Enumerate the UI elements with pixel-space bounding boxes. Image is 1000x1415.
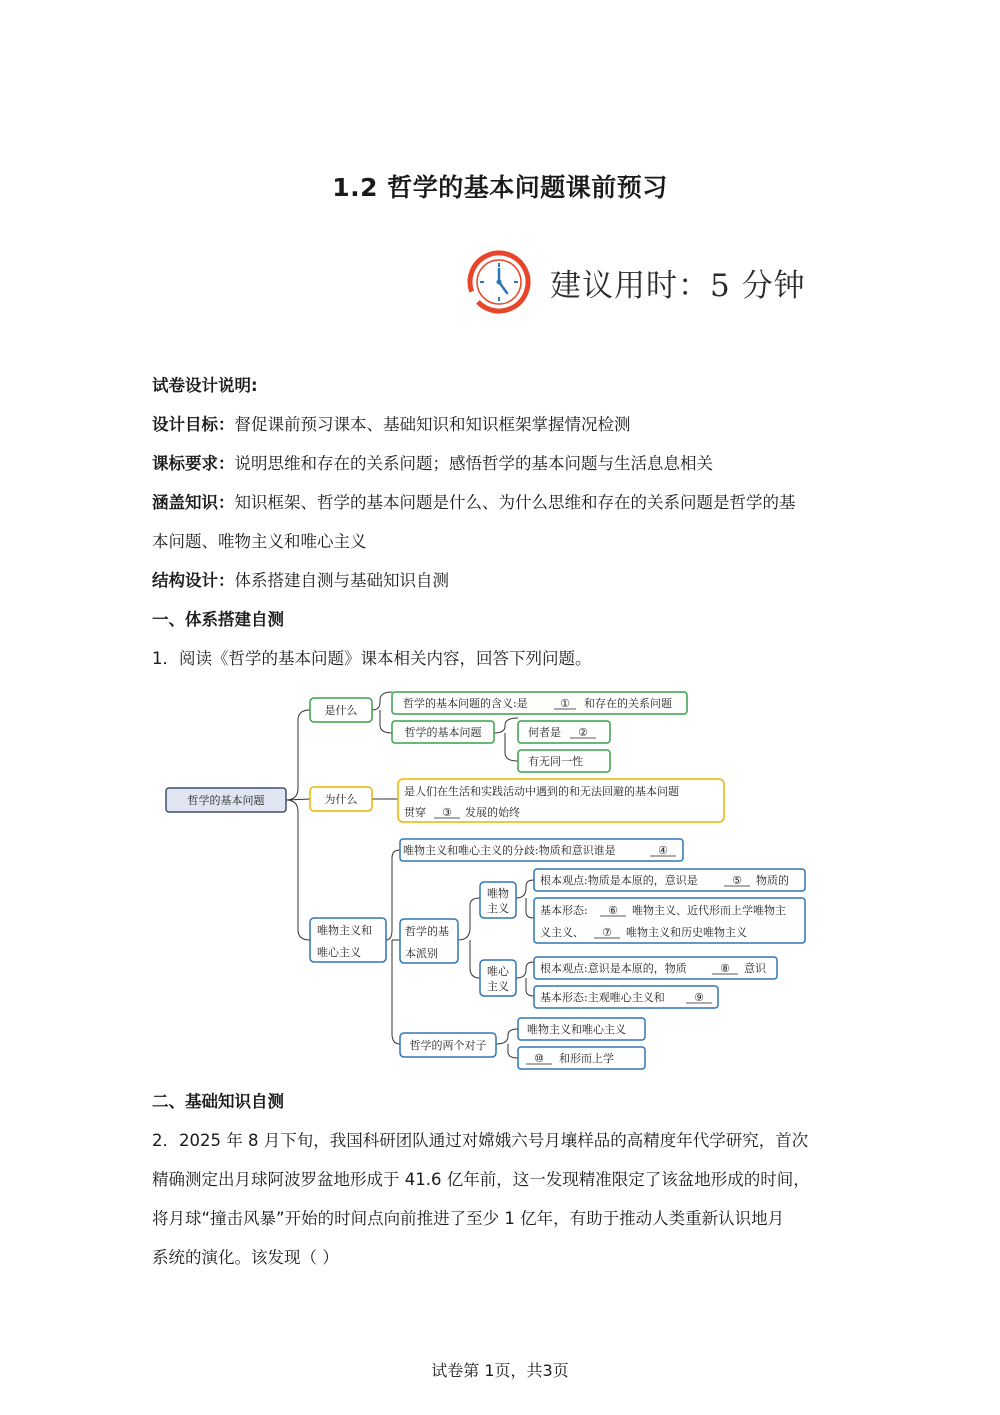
divergence-text: 唯物主义和唯心主义的分歧:物质和意识谁是 [403, 844, 616, 857]
why-line-2-tail: 发展的始终 [465, 806, 520, 819]
idealism-forms-text: 基本形态:主观唯心主义和 [540, 991, 665, 1004]
idealism-view-tail: 意识 [744, 962, 766, 975]
materialism-view-tail: 物质的 [756, 874, 789, 887]
design-heading: 试卷设计说明: [152, 376, 258, 395]
materialism-forms-mid: 唯物主义、近代形而上学唯物主 [632, 904, 786, 917]
design-coverage: 涵盖知识：知识框架、哲学的基本问题是什么、为什么思维和存在的关系问题是哲学的基 [152, 493, 796, 512]
materialism-line-2: 主义 [487, 902, 509, 915]
design-coverage-continued: 本问题、唯物主义和唯心主义 [152, 532, 367, 551]
identity-text: 有无同一性 [528, 755, 583, 768]
question-2-line-1: 2．2025 年 8 月下旬，我国科研团队通过对嫦娥六号月壤样品的高精度年代学研究，首次 [152, 1131, 809, 1150]
suggested-time-text: 建议用时：5 分钟 [550, 267, 806, 304]
design-goal: 设计目标：督促课前预习课本、基础知识和知识框架掌握情况检测 [152, 415, 631, 434]
materialism-forms-tail: 唯物主义和历史唯物主义 [626, 926, 747, 939]
materialism-line-1: 唯物 [487, 887, 509, 900]
materialism-forms-line-2: 义主义、 [540, 926, 584, 939]
two-pairs-label: 哲学的两个对子 [409, 1039, 487, 1052]
section2-heading: 二、基础知识自测 [152, 1092, 284, 1111]
basic-sects-line-1: 哲学的基 [405, 925, 449, 938]
blank-2: ② [578, 726, 588, 739]
question-2-line-2: 精确测定出月球阿波罗盆地形成于 41.6 亿年前，这一发现精准限定了该盆地形成的时间， [152, 1170, 810, 1189]
blank-10: ⑩ [534, 1052, 544, 1065]
materialism-view-text: 根本观点:物质是本原的，意识是 [540, 874, 698, 887]
blank-8: ⑧ [720, 962, 730, 975]
what-definition-text: 哲学的基本问题的含义:是 [403, 697, 528, 710]
basic-sects-line-2: 本派别 [405, 947, 438, 960]
blank-4: ④ [658, 844, 668, 857]
what-definition-tail: 和存在的关系问题 [584, 697, 672, 710]
materialism-idealism-line-1: 唯物主义和 [317, 924, 372, 937]
idealism-view-text: 根本观点:意识是本原的，物质 [540, 962, 687, 975]
why-node-label: 为什么 [324, 793, 358, 806]
question-2-line-4: 系统的演化。该发现（ ） [152, 1248, 339, 1267]
question-2-line-3: 将月球“撞击风暴”开始的时间点向前推进了至少 1 亿年，有助于推动人类重新认识地月 [152, 1209, 785, 1228]
section1-heading: 一、体系搭建自测 [152, 610, 284, 629]
design-standard: 课标要求：说明思维和存在的关系问题；感悟哲学的基本问题与生活息息相关 [152, 454, 713, 473]
design-structure: 结构设计：体系搭建自测与基础知识自测 [152, 571, 449, 590]
what-content-label: 哲学的基本问题 [404, 726, 482, 739]
blank-1: ① [560, 697, 570, 710]
root-node-label: 哲学的基本问题 [187, 794, 265, 807]
blank-3: ③ [442, 806, 452, 819]
materialism-forms-prefix: 基本形态: [540, 904, 588, 917]
pair-1-text: 唯物主义和唯心主义 [527, 1023, 626, 1036]
blank-9: ⑨ [694, 991, 704, 1004]
question-1: 1．阅读《哲学的基本问题》课本相关内容，回答下列问题。 [152, 649, 592, 668]
blank-6: ⑥ [608, 904, 618, 917]
pair-2-tail: 和形而上学 [559, 1052, 614, 1065]
page-title: 1.2 哲学的基本问题课前预习 [332, 173, 668, 202]
blank-5: ⑤ [732, 874, 742, 887]
blank-7: ⑦ [602, 926, 612, 939]
what-node-label: 是什么 [324, 704, 358, 717]
which-first-text: 何者是 [528, 726, 561, 739]
why-line-2-prefix: 贯穿 [404, 806, 426, 819]
idealism-line-1: 唯心 [487, 965, 509, 978]
materialism-idealism-line-2: 唯心主义 [317, 946, 361, 959]
page-footer: 试卷第 1页，共3页 [431, 1361, 569, 1380]
why-line-1: 是人们在生活和实践活动中遇到的和无法回避的基本问题 [404, 785, 679, 798]
idealism-line-2: 主义 [487, 980, 509, 993]
